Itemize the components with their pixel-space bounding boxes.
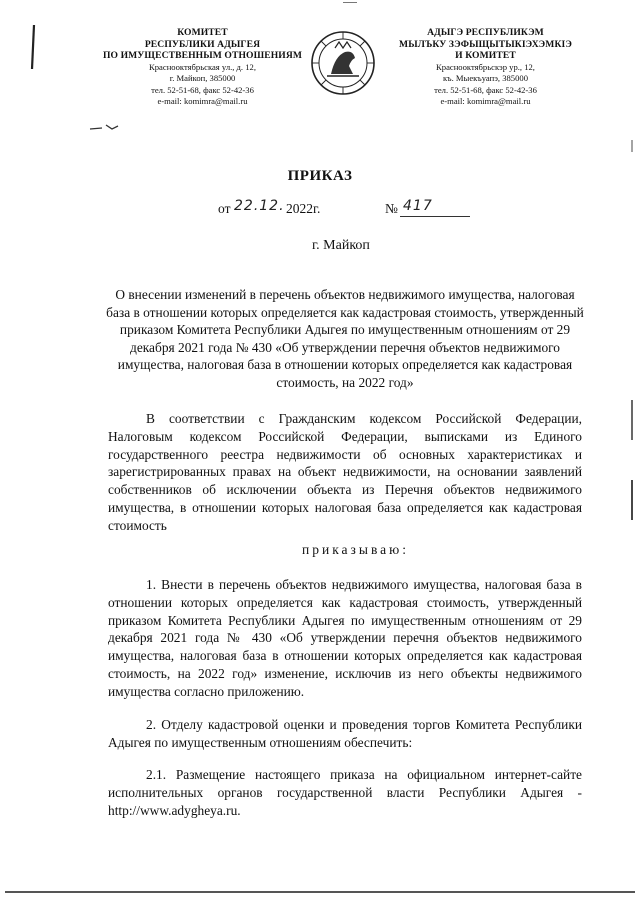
- org-name-line: АДЫГЭ РЕСПУБЛИКЭМ: [427, 27, 544, 38]
- scan-bottom-edge: [5, 891, 635, 893]
- preamble-paragraph: В соответствии с Гражданским кодексом Российской Федерации, Налоговым кодексом Российской Федерации, выписками из Единого государственного реестра недвижимости об основных характеристиках и зарегистрированных правах на объект недвижимости, на основании заявлений собственников об исключении объекта из Перечня объектов недвижимого имущества, в отношении которых налоговая база определяется как кадастровая стоимость: [108, 411, 582, 533]
- org-name-line: И КОМИТЕТ: [455, 50, 516, 61]
- order-item-2: 2. Отделу кадастровой оценки и проведения торгов Комитета Республики Адыгея по имущественным отношениям обеспечить:: [108, 717, 582, 750]
- org-phone: тел. 52-51-68, факс 52-42-36: [151, 84, 254, 95]
- org-city: г. Майкоп, 385000: [169, 73, 236, 83]
- org-address: Краснооктябрьскэр ур., 12,: [436, 61, 535, 72]
- header-left-block: [95, 27, 310, 108]
- org-name-line: ПО ИМУЩЕСТВЕННЫМ ОТНОШЕНИЯМ: [102, 50, 303, 61]
- org-name-line: КОМИТЕТ: [177, 27, 228, 38]
- order-item-1: 1. Внести в перечень объектов недвижимого имущества, налоговая база в отношении которых определяется как кадастровая стоимость, утвержденный приказом Комитета Республики Адыгея по имущественным отношениям от 29 декабря 2021 года № 430 «Об утверждении перечня объектов недвижимого имущества, налоговая база в отношении которых определяется как кадастровая стоимость, на 2022 год» изменение, исключив из него объекты недвижимого имущества согласно приложению.: [108, 577, 582, 699]
- org-email: e-mail: komimra@mail.ru: [440, 96, 531, 106]
- number-underline: [400, 216, 470, 217]
- scan-artifact-mark: [628, 480, 636, 580]
- scan-artifact-mark: [26, 22, 46, 72]
- order-item-2-1: 2.1. Размещение настоящего приказа на официальном интернет-сайте исполнительных органов государственной власти Республики Адыгея - http://www.adygheya.ru.: [108, 767, 582, 818]
- coat-of-arms-icon: [305, 30, 381, 96]
- number-sign: №: [385, 201, 398, 216]
- org-name-line: РЕСПУБЛИКИ АДЫГЕЯ: [144, 38, 261, 50]
- order-number-handwritten: 417: [403, 198, 433, 214]
- city: г. Майкоп: [312, 238, 370, 253]
- document-title: ПРИКАЗ: [287, 168, 353, 184]
- date-prefix: от: [218, 201, 231, 216]
- order-subject: О внесении изменений в перечень объектов недвижимого имущества, налоговая база в отношении которых определяется как кадастровая стоимость, утвержденный приказом Комитета Республики Адыгея по имущественным отношениям от 29 декабря 2021 года № 430 «Об утверждении перечня объектов недвижимого имущества, налоговая база в отношении которых определяется как кадастровая стоимость, на 2022 год»: [106, 287, 584, 390]
- org-city: къ. Мыекъуапэ, 385000: [442, 73, 528, 83]
- date-handwritten: 22.12.: [234, 198, 285, 214]
- order-word: приказываю:: [302, 542, 409, 557]
- org-name-line: МЫЛЪКУ ЗЭФЫЩЫТЫКIЭХЭМКIЭ: [399, 38, 572, 50]
- org-phone: тел. 52-51-68, факс 52-42-36: [434, 84, 537, 95]
- org-email: e-mail: komimra@mail.ru: [157, 96, 248, 106]
- scan-artifact-line: [343, 2, 357, 3]
- scan-artifact-mark: [628, 140, 636, 440]
- header-right-block: [378, 27, 593, 108]
- org-address: Краснооктябрьская ул., д. 12,: [149, 61, 256, 72]
- scan-artifact-mark: [88, 120, 122, 134]
- date-year: 2022г.: [286, 201, 321, 216]
